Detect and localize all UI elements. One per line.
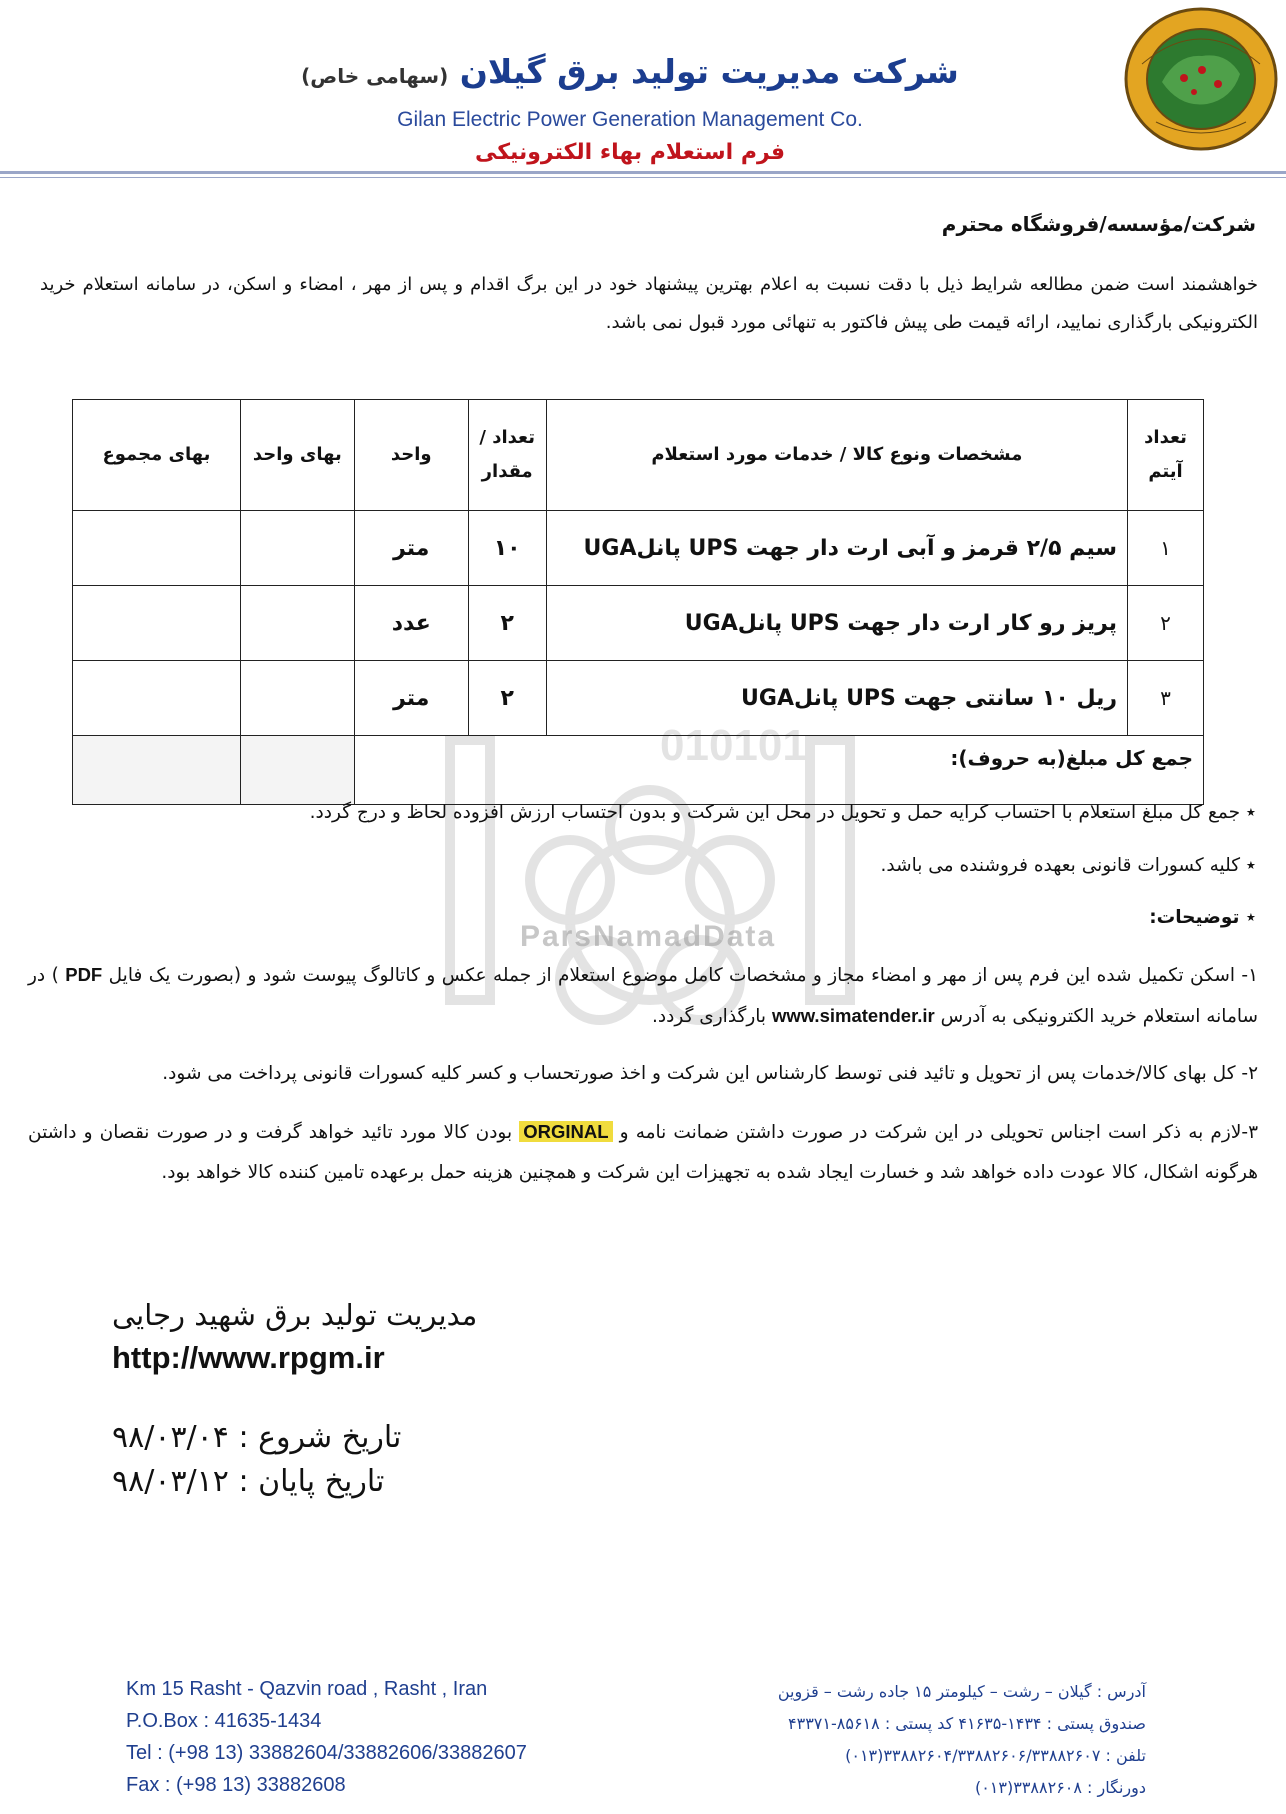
note-deductions: ٭ کلیه کسورات قانونی بعهده فروشنده می باشد. bbox=[880, 855, 1256, 876]
original-highlight: ORGINAL bbox=[519, 1121, 612, 1142]
row-description: سیم ۲/۵ قرمز و آبی ارت دار جهت UPS پانلUGA bbox=[546, 511, 1127, 586]
address-fa-fax: دورنگار : ۳۳۸۸۲۶۰۸(۰۱۳) bbox=[974, 1778, 1146, 1797]
intro-paragraph: خواهشمند است ضمن مطالعه شرایط ذیل با دقت نسبت به اعلام بهترین پیشنهاد خود در این برگ اقدام و پس از مهر ، امضاء و اسکن، در سامانه استعلام خرید الکترونیکی بارگذاری نمایید، ارائه قیمت طی پیش فاکتور به تنهائی مورد قبول نمی باشد. bbox=[40, 274, 1258, 333]
simatender-link[interactable]: www.simatender.ir bbox=[771, 1005, 935, 1026]
row-quantity: ۲ bbox=[468, 661, 546, 736]
row-number: ۱ bbox=[1128, 511, 1204, 586]
total-row bbox=[73, 736, 1204, 805]
total-amount-cell bbox=[240, 736, 354, 805]
row-description: ریل ۱۰ سانتی جهت UPS پانلUGA bbox=[546, 661, 1127, 736]
table-row bbox=[73, 511, 1204, 586]
row-unit-price bbox=[240, 511, 354, 586]
end-date: تاریخ پایان : ۹۸/۰۳/۱۲ bbox=[112, 1464, 385, 1499]
condition-1: ۱- اسکن تکمیل شده این فرم پس از مهر و امضاء مجاز و مشخصات کامل موضوع استعلام از جمله عکس و کاتالوگ پیوست شود و (بصورت یک فایل PDF ) در سامانه استعلام خرید الکترونیکی به آدرس www.simatender.ir بارگذاری گردد. bbox=[28, 964, 1258, 1027]
start-date: تاریخ شروع : ۹۸/۰۳/۰۴ bbox=[112, 1420, 402, 1455]
total-amount-label: جمع کل مبلغ(به حروف): bbox=[354, 736, 1203, 805]
address-fa-tel: تلفن : ۳۳۸۸۲۶۰۴/۳۳۸۸۲۶۰۶/۳۳۸۸۲۶۰۷(۰۱۳) bbox=[845, 1746, 1146, 1765]
row-quantity: ۲ bbox=[468, 586, 546, 661]
address-en-pobox: P.O.Box : 41635-1434 bbox=[126, 1710, 322, 1732]
col-header-item-count: تعداد آیتم bbox=[1128, 400, 1204, 511]
row-unit: متر bbox=[354, 661, 468, 736]
col-header-total-price: بهای مجموع bbox=[73, 400, 241, 511]
row-unit-price bbox=[240, 586, 354, 661]
address-en-line1: Km 15 Rasht - Qazvin road , Rasht , Iran bbox=[126, 1678, 488, 1700]
table-row bbox=[73, 661, 1204, 736]
col-header-unit-price: بهای واحد bbox=[240, 400, 354, 511]
explanations-heading: ٭ توضیحات: bbox=[1149, 907, 1256, 928]
address-fa-pobox: صندوق پستی : ۱۴۳۴-۴۱۶۳۵ کد پستی : ۸۵۶۱۸-۴۳۳۷۱ bbox=[788, 1714, 1146, 1733]
address-fa-line1: آدرس : گیلان – رشت – کیلومتر ۱۵ جاده رشت – قزوین bbox=[777, 1682, 1146, 1701]
col-header-unit: واحد bbox=[354, 400, 468, 511]
row-total-price bbox=[73, 661, 241, 736]
pdf-label: PDF bbox=[65, 964, 103, 985]
bullet-icon: ٭ bbox=[1245, 907, 1256, 928]
row-unit: متر bbox=[354, 511, 468, 586]
watermark-binary: 010101 bbox=[660, 721, 807, 770]
inquiry-table bbox=[72, 399, 1204, 805]
row-unit: عدد bbox=[354, 586, 468, 661]
row-number: ۲ bbox=[1128, 586, 1204, 661]
bullet-icon: ٭ bbox=[1245, 802, 1256, 823]
condition-3: ۳-لازم به ذکر است اجناس تحویلی در این شرکت در صورت داشتن ضمانت نامه و ORGINAL بودن کالا مورد تائید خواهد گرفت و در صورت نقصان و داشتن هرگونه اشکال، کالا عودت داده خواهد شد و خسارت ایجاد شده به تجهیزات این شرکت و همچنین هزینه حمل برعهده تامین کننده کالا خواهد بود. bbox=[28, 1121, 1258, 1183]
company-type: (سهامی خاص) bbox=[301, 64, 449, 88]
organization-name: مدیریت تولید برق شهید رجایی bbox=[112, 1298, 478, 1332]
note-shipping: ٭ جمع کل مبلغ استعلام با احتساب کرایه حمل و تحویل در محل این شرکت و بدون احتساب ارزش افزوده لحاظ و درج گردد. bbox=[309, 802, 1256, 823]
row-total-price bbox=[73, 511, 241, 586]
row-number: ۳ bbox=[1128, 661, 1204, 736]
organization-website[interactable]: http://www.rpgm.ir bbox=[112, 1340, 385, 1375]
row-quantity: ۱۰ bbox=[468, 511, 546, 586]
bullet-icon: ٭ bbox=[1245, 855, 1256, 876]
form-title: فرم استعلام بهاء الکترونیکی bbox=[474, 140, 786, 165]
condition-2: ۲- کل بهای کالا/خدمات پس از تحویل و تائید فنی توسط کارشناس این شرکت و اخذ صورتحساب و کسر کلیه کسورات قانونی پرداخت می شود. bbox=[162, 1063, 1258, 1084]
table-row bbox=[73, 586, 1204, 661]
company-name-fa: شرکت مدیریت تولید برق گیلان (سهامی خاص) bbox=[301, 52, 959, 91]
table-header-row bbox=[73, 400, 1204, 511]
row-description: پریز رو کار ارت دار جهت UPS پانلUGA bbox=[546, 586, 1127, 661]
address-en-tel: Tel : (+98 13) 33882604/33882606/33882607 bbox=[126, 1742, 527, 1764]
row-unit-price bbox=[240, 661, 354, 736]
header-divider-thin bbox=[0, 177, 1286, 178]
col-header-quantity: تعداد / مقدار bbox=[468, 400, 546, 511]
company-logo bbox=[1122, 4, 1280, 154]
address-en-fax: Fax : (+98 13) 33882608 bbox=[126, 1774, 346, 1796]
header-divider bbox=[0, 171, 1286, 174]
col-header-description: مشخصات ونوع کالا / خدمات مورد استعلام bbox=[546, 400, 1127, 511]
watermark-brand: ParsNamadData bbox=[519, 920, 777, 953]
row-total-price bbox=[73, 586, 241, 661]
total-amount-cell-2 bbox=[73, 736, 241, 805]
company-name-en: Gilan Electric Power Generation Management Co. bbox=[397, 108, 863, 131]
salutation: شرکت/مؤسسه/فروشگاه محترم bbox=[941, 212, 1256, 236]
